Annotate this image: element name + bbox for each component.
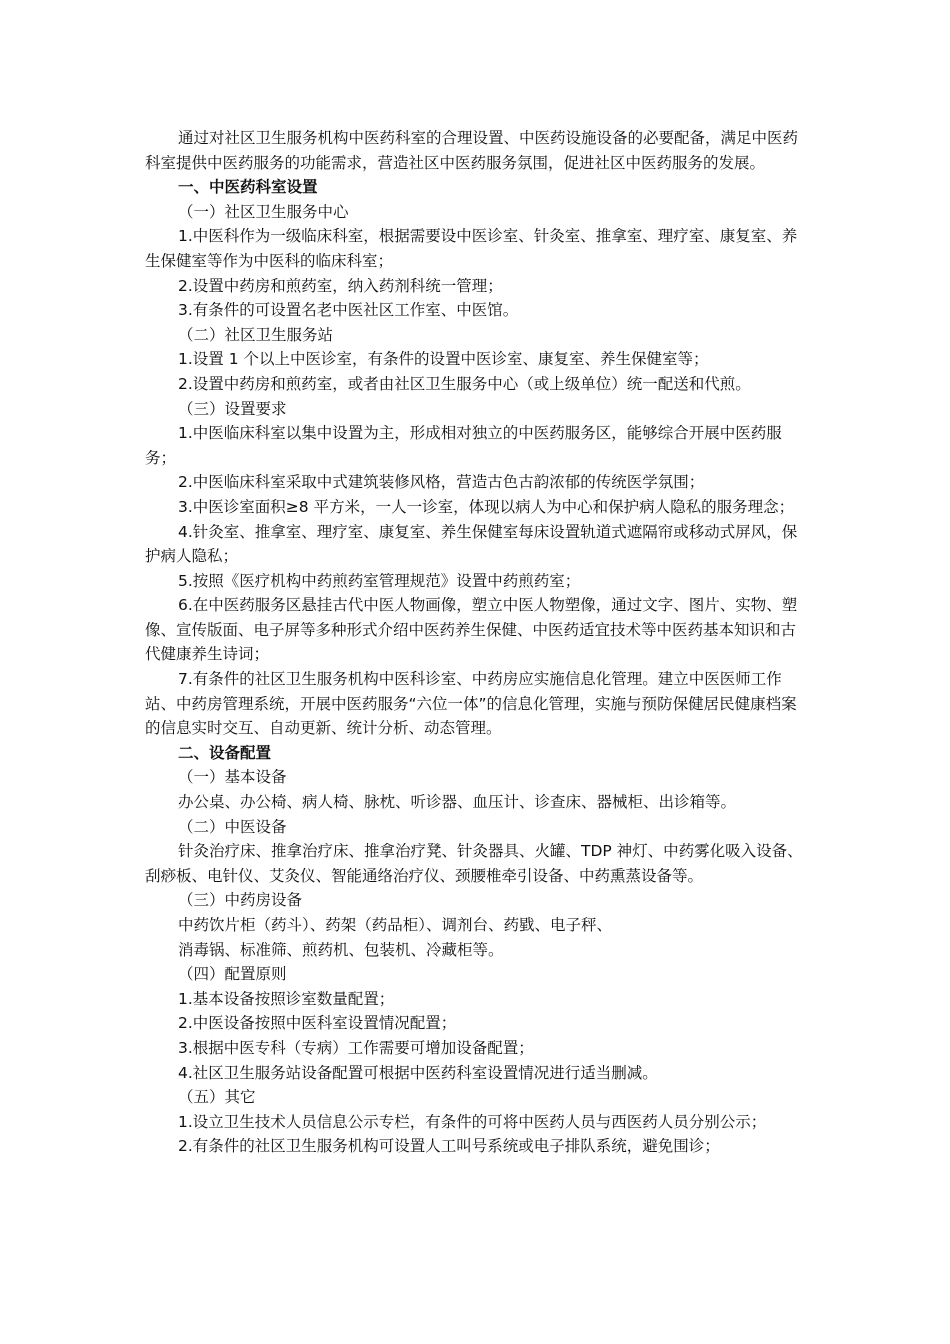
equipment-list: 办公桌、办公椅、病人椅、脉枕、听诊器、血压计、诊查床、器械柜、出诊箱等。 <box>178 793 737 812</box>
subsection-heading: （三）中药房设备 <box>178 891 303 910</box>
section-heading-1: 一、中医药科室设置 <box>178 178 318 197</box>
subsection-heading: （三）设置要求 <box>178 399 287 418</box>
subsection-heading: （二）中医设备 <box>178 817 287 836</box>
list-item: 3.中医诊室面积≥8 平方米，一人一诊室，体现以病人为中心和保护病人隐私的服务理念； <box>178 497 795 516</box>
section-heading-2: 二、设备配置 <box>178 743 272 762</box>
equipment-list-line: 消毒锅、标准筛、煎药机、包装机、冷藏柜等。 <box>178 940 504 959</box>
list-item: 2.中医临床科室采取中式建筑装修风格，营造古色古韵浓郁的传统医学氛围； <box>178 473 705 492</box>
list-item: 3.有条件的可设置名老中医社区工作室、中医馆。 <box>178 301 519 320</box>
list-item: 4.针灸室、推拿室、理疗室、康复室、养生保健室每床设置轨道式遮隔帘或移动式屏风，保护病人隐私； <box>145 522 798 566</box>
list-item: 2.设置中药房和煎药室，纳入药剂科统一管理； <box>178 276 503 295</box>
list-item: 3.根据中医专科（专病）工作需要可增加设备配置； <box>178 1038 534 1057</box>
list-item: 1.中医科作为一级临床科室，根据需要设中医诊室、针灸室、推拿室、理疗室、康复室、养生保健室等作为中医科的临床科室； <box>145 227 798 270</box>
list-item: 1.设置 1 个以上中医诊室，有条件的设置中医诊室、康复室、养生保健室等； <box>178 350 709 369</box>
list-item: 1.基本设备按照诊室数量配置； <box>178 989 395 1008</box>
list-item: 2.设置中药房和煎药室，或者由社区卫生服务中心（或上级单位）统一配送和代煎。 <box>178 374 751 393</box>
subsection-heading: （一）基本设备 <box>178 768 287 787</box>
subsection-heading: （四）配置原则 <box>178 965 287 984</box>
list-item: 1.中医临床科室以集中设置为主，形成相对独立的中医药服务区，能够综合开展中医药服务； <box>145 424 782 467</box>
list-item: 6.在中医药服务区悬挂古代中医人物画像，塑立中医人物塑像，通过文字、图片、实物、塑像、宣传版面、电子屏等多种形式介绍中医药养生保健、中医药适宜技术等中医药基本知识和古代健康养生诗词； <box>145 596 798 664</box>
list-item: 1.设立卫生技术人员信息公示专栏，有条件的可将中医药人员与西医药人员分别公示； <box>178 1112 767 1131</box>
list-item: 5.按照《医疗机构中药煎药室管理规范》设置中药煎药室； <box>178 571 581 590</box>
list-item: 2.中医设备按照中医科室设置情况配置； <box>178 1014 457 1033</box>
subsection-heading: （一）社区卫生服务中心 <box>178 202 349 221</box>
intro-paragraph: 通过对社区卫生服务机构中医药科室的合理设置、中医药设施设备的必要配备，满足中医药科室提供中医药服务的功能需求，营造社区中医药服务氛围，促进社区中医药服务的发展。 <box>145 129 799 172</box>
list-item: 2.有条件的社区卫生服务机构可设置人工叫号系统或电子排队系统，避免围诊； <box>178 1137 720 1156</box>
document-body <box>145 126 810 1159</box>
list-item: 7.有条件的社区卫生服务机构中医科诊室、中药房应实施信息化管理。建立中医医师工作站、中药房管理系统，开展中医药服务“六位一体”的信息化管理，实施与预防保健居民健康档案的信息实时交互、自动更新、统计分析、动态管理。 <box>145 670 797 738</box>
equipment-list-line: 中药饮片柜（药斗）、药架（药品柜）、调剂台、药戥、电子秤、 <box>178 916 613 934</box>
list-item: 4.社区卫生服务站设备配置可根据中医药科室设置情况进行适当删减。 <box>178 1063 658 1082</box>
equipment-list: 针灸治疗床、推拿治疗床、推拿治疗凳、针灸器具、火罐、TDP 神灯、中药雾化吸入设备、刮痧板、电针仪、艾灸仪、智能通络治疗仪、颈腰椎牵引设备、中药熏蒸设备等。 <box>145 842 803 885</box>
subsection-heading: （二）社区卫生服务站 <box>178 325 334 344</box>
subsection-heading: （五）其它 <box>178 1088 256 1107</box>
